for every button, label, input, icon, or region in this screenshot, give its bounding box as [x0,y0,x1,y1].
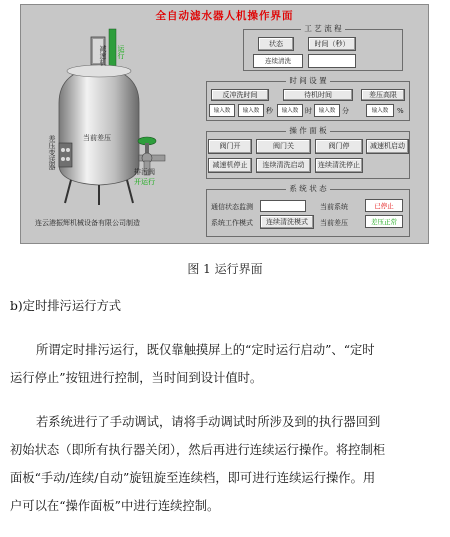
motor-run-label: 运行 [117,45,125,59]
time-settings-legend: 时 间 设 置 [286,76,329,85]
valve-stop-button[interactable]: 阀门停 [315,139,363,154]
backwash-time-header: 反冲洗时间 [211,89,269,101]
paragraph2-line3: 面板“手动/连续/自动”旋钮旋至连续档，即可进行连续运行操作。用 [10,471,376,485]
valve-close-button[interactable]: 阀门关 [256,139,311,154]
unit-minutes: 分 [342,107,349,115]
process-time-value [308,54,356,68]
paragraph1-line2: 运行停止”按钮进行控制，当时间到设计值时。 [10,371,263,385]
work-mode-value: 连续清洗模式 [260,215,314,229]
standby-min-input[interactable]: 输入数 [314,104,340,117]
paragraph2-line2: 初始状态（即所有执行器关闭），然后再进行连续运行操作。将控制柜 [10,443,386,457]
comm-status-label: 通信状态监测 [211,203,253,211]
system-status-legend: 系 统 状 态 [286,184,329,193]
reducer-start-button[interactable]: 减速机启动 [366,139,409,154]
state-label-box: 状态 [258,37,294,51]
pressure-normal-badge: 差压正常 [365,215,403,228]
hmi-title: 全自动滤水器人机操作界面 [155,10,294,22]
process-flow-legend: 工 艺 流 程 [301,24,344,33]
hmi-screen [20,4,429,244]
section-heading: b)定时排污运行方式 [10,299,122,313]
drain-valve-label: 排污阀 [134,168,155,176]
standby-hour-input[interactable]: 输入数 [277,104,303,117]
continuous-wash-stop-button[interactable]: 连续清洗停止 [315,158,363,173]
system-stopped-badge: 已停止 [365,199,403,212]
paragraph2-line4: 户可以在“操作面板”中进行连续控制。 [10,499,220,513]
valve-open-button[interactable]: 阀门开 [208,139,252,154]
motor-label-side: 减速机 [99,45,107,66]
tank-current-pressure-label: 当前差压 [83,134,111,142]
unit-percent: % [397,107,404,115]
time-seconds-label-box: 时间（秒） [308,37,356,51]
pressure-high-limit-header: 差压高限 [361,89,405,101]
company-label: 连云港振辉机械设备有限公司制造 [35,219,140,227]
work-mode-label: 系统工作模式 [211,219,253,227]
status-current-pressure-label: 当前差压 [320,219,348,227]
unit-hours: 时 [305,107,312,115]
backwash-sec-input[interactable]: 输入数 [238,104,264,117]
unit-seconds: 秒 [266,107,273,115]
paragraph2-line1: 若系统进行了手动调试，请将手动调试时所涉及到的执行器回到 [36,415,381,429]
comm-status-indicator [260,200,306,212]
drain-open-run-label: 开运行 [134,178,155,186]
process-mode-value: 连续清洗 [253,54,303,68]
control-panel-legend: 操 作 面 板 [286,126,329,135]
figure-caption: 图 1 运行界面 [187,262,263,276]
backwash-min-input[interactable]: 输入数 [209,104,235,117]
pressure-limit-input[interactable]: 输入数 [366,104,394,117]
reducer-stop-button[interactable]: 减速机停止 [208,158,252,173]
pressure-transmitter-label: 差压变送器 [48,135,56,170]
continuous-wash-start-button[interactable]: 连续清洗启动 [256,158,311,173]
standby-time-header: 待机时间 [283,89,353,101]
filter-tank-illustration [21,5,206,243]
current-system-label: 当前系统 [320,203,348,211]
system-status-group [206,184,410,237]
paragraph1-line1: 所谓定时排污运行，既仅靠触摸屏上的“定时运行启动”、“定时 [36,343,375,357]
